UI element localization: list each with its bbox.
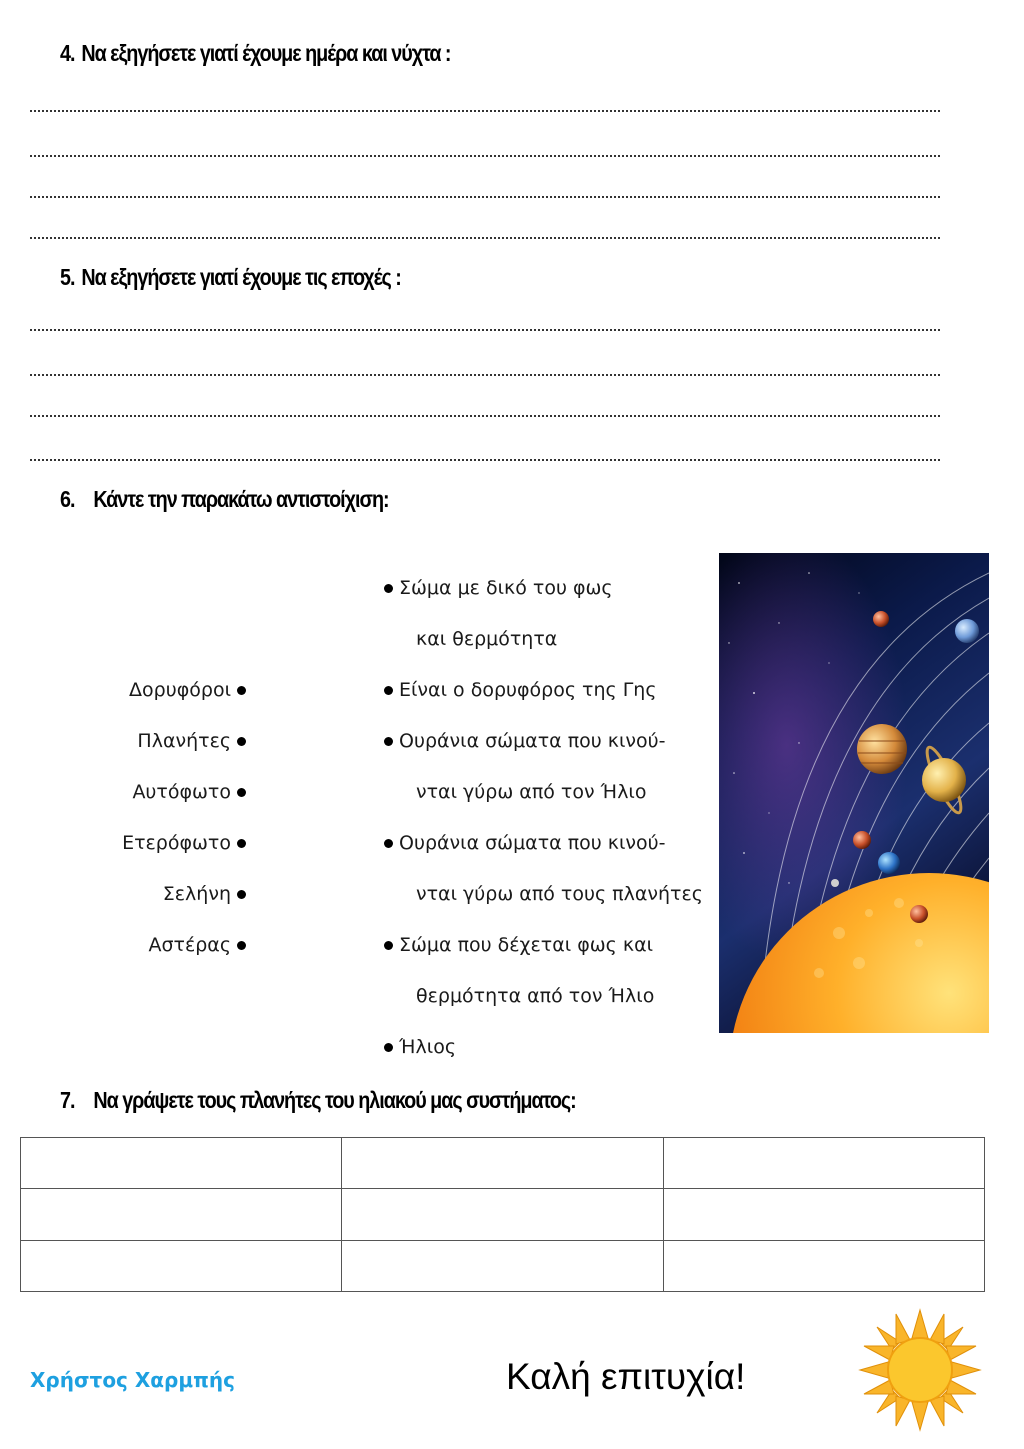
bullet-dot <box>237 941 246 950</box>
question-text: Να εξηγήσετε γιατί έχουμε τις εποχές : <box>81 264 401 290</box>
bullet-dot <box>384 737 393 746</box>
question-text: Κάντε την παρακάτω αντιστοίχιση: <box>93 486 389 512</box>
bullet-dot <box>384 941 393 950</box>
question-5-title <box>60 264 401 291</box>
match-right-item-1[interactable]: Σώμα με δικό του φως <box>384 577 613 599</box>
question-number: 4. <box>60 40 75 66</box>
match-left-item-3[interactable]: Αυτόφωτο <box>46 781 246 803</box>
table-cell[interactable] <box>342 1240 663 1291</box>
table-cell[interactable] <box>663 1189 984 1240</box>
match-right-item-3-cont: νται γύρω από τον Ήλιο <box>416 781 647 803</box>
solar-system-illustration <box>719 553 989 1033</box>
question-text: Να γράψετε τους πλανήτες του ηλιακού μας συστήματος: <box>93 1087 576 1113</box>
table-cell[interactable] <box>342 1189 663 1240</box>
table-cell[interactable] <box>663 1240 984 1291</box>
question-6-title <box>60 486 389 513</box>
match-left-item-1[interactable]: Δορυφόροι <box>46 679 246 701</box>
author-name: Χρήστος Χαρμπής <box>30 1368 235 1392</box>
match-left-item-2[interactable]: Πλανήτες <box>46 730 246 752</box>
match-right-item-4[interactable]: Ουράνια σώματα που κινού- <box>384 832 666 854</box>
table-row <box>21 1138 985 1189</box>
bullet-dot <box>237 890 246 899</box>
bullet-dot <box>384 1043 393 1052</box>
table-cell[interactable] <box>21 1138 342 1189</box>
question-number: 5. <box>60 264 75 290</box>
match-left-item-5[interactable]: Σελήνη <box>46 883 246 905</box>
match-right-item-1-cont: και θερμότητα <box>416 628 558 650</box>
answer-line[interactable] <box>30 415 940 417</box>
match-right-item-5[interactable]: Σώμα που δέχεται φως και <box>384 934 653 956</box>
table-cell[interactable] <box>342 1138 663 1189</box>
planets-answer-table <box>20 1137 985 1292</box>
question-number: 6. <box>60 486 75 512</box>
table-cell[interactable] <box>21 1189 342 1240</box>
match-right-item-6[interactable]: Ήλιος <box>384 1036 456 1058</box>
sun-icon <box>858 1308 982 1432</box>
question-7-title <box>60 1087 576 1114</box>
question-number: 7. <box>60 1087 75 1113</box>
answer-line[interactable] <box>30 329 940 331</box>
bullet-dot <box>237 686 246 695</box>
match-left-item-4[interactable]: Ετερόφωτο <box>46 832 246 854</box>
bullet-dot <box>384 584 393 593</box>
table-cell[interactable] <box>21 1240 342 1291</box>
bullet-dot <box>384 686 393 695</box>
question-4-title <box>60 40 450 67</box>
match-right-item-2[interactable]: Είναι ο δορυφόρος της Γης <box>384 679 657 701</box>
good-luck-text: Καλή επιτυχία! <box>506 1356 746 1397</box>
match-right-item-4-cont: νται γύρω από τους πλανήτες <box>416 883 703 905</box>
bullet-dot <box>237 788 246 797</box>
table-cell[interactable] <box>663 1138 984 1189</box>
table-row <box>21 1240 985 1291</box>
answer-line[interactable] <box>30 110 940 112</box>
question-text: Να εξηγήσετε γιατί έχουμε ημέρα και νύχτα : <box>81 40 451 66</box>
bullet-dot <box>384 839 393 848</box>
answer-line[interactable] <box>30 374 940 376</box>
match-right-item-5-cont: θερμότητα από τον Ήλιο <box>416 985 655 1007</box>
answer-line[interactable] <box>30 459 940 461</box>
answer-line[interactable] <box>30 155 940 157</box>
answer-line[interactable] <box>30 237 940 239</box>
bullet-dot <box>237 737 246 746</box>
table-row <box>21 1189 985 1240</box>
match-right-item-3[interactable]: Ουράνια σώματα που κινού- <box>384 730 666 752</box>
bullet-dot <box>237 839 246 848</box>
answer-line[interactable] <box>30 196 940 198</box>
match-left-item-6[interactable]: Αστέρας <box>46 934 246 956</box>
